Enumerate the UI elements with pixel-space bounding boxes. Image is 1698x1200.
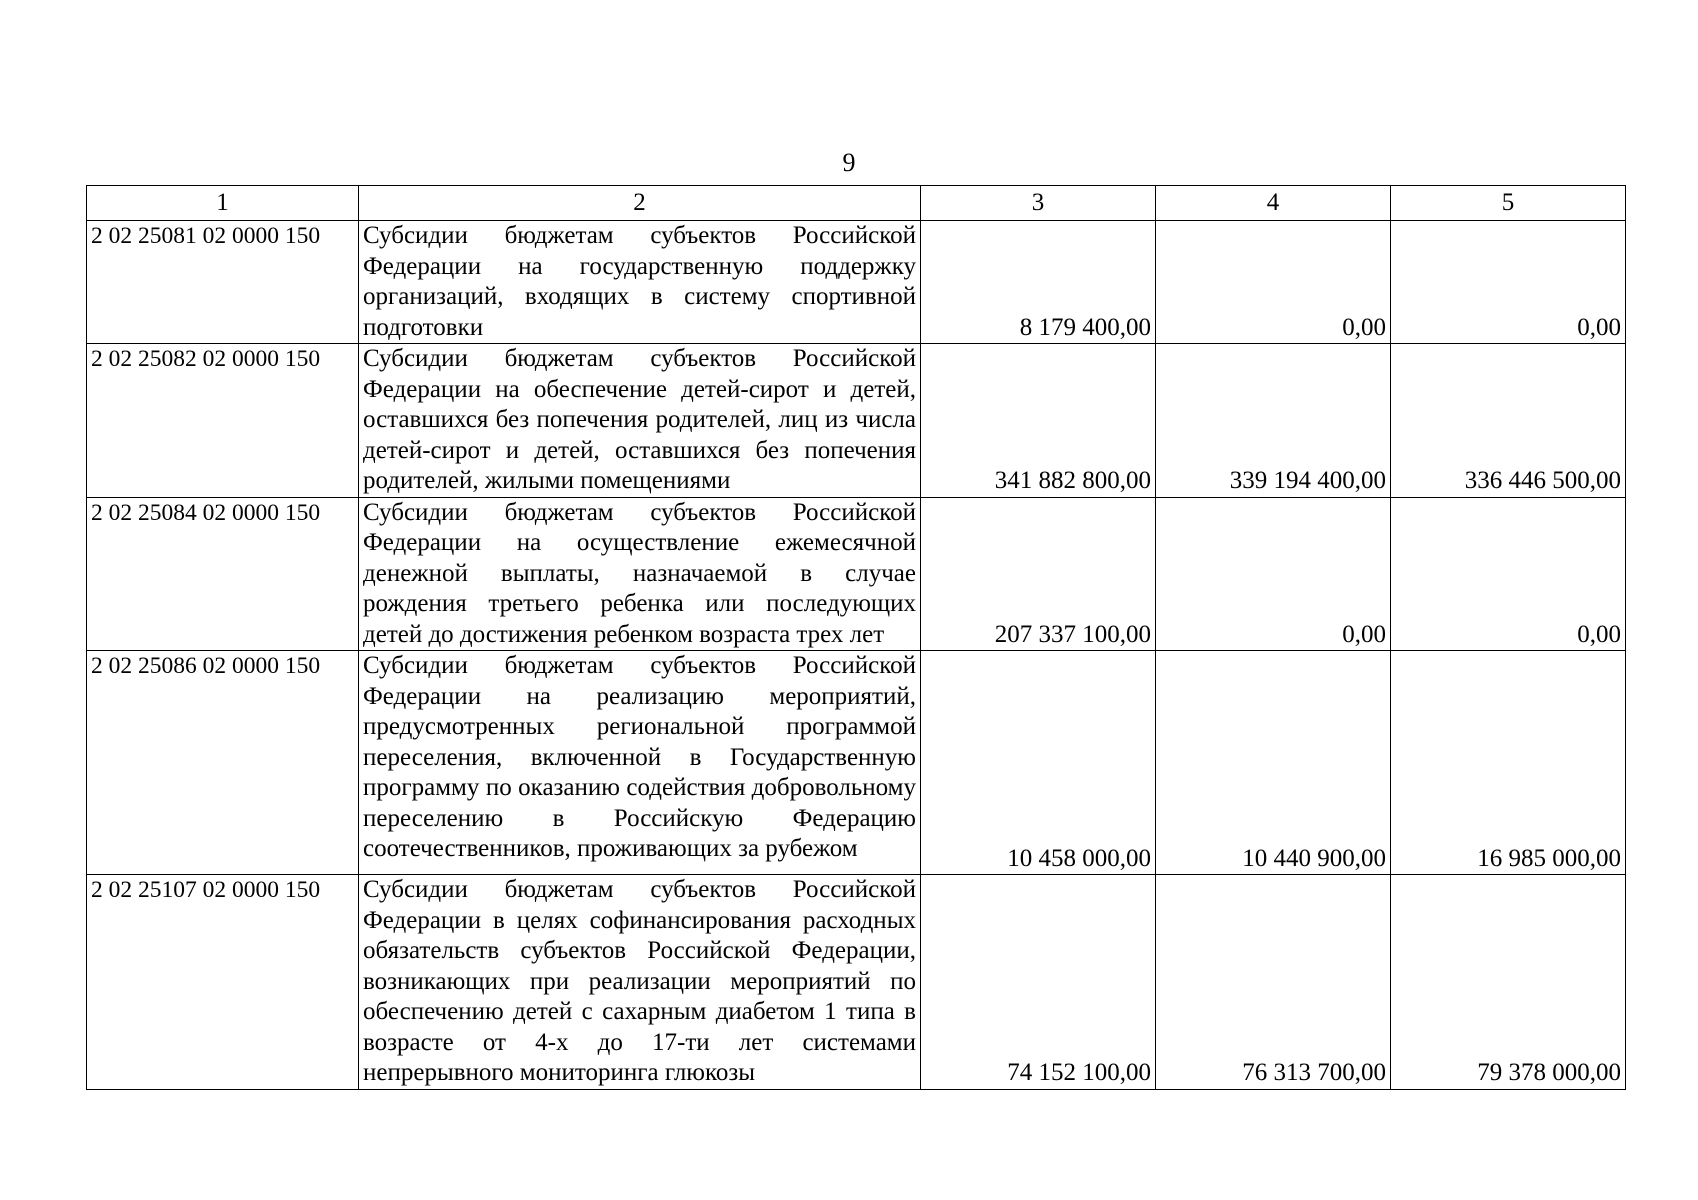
column-header-2: 2	[359, 186, 921, 221]
table-row	[87, 875, 1626, 1090]
amount-col3-cell: 74 152 100,00	[921, 875, 1156, 1090]
budget-code-cell: 2 02 25107 02 0000 150	[87, 875, 359, 1090]
budget-code-cell: 2 02 25082 02 0000 150	[87, 344, 359, 498]
page-number: 9	[842, 148, 856, 177]
amount-col4-cell: 0,00	[1156, 221, 1391, 344]
budget-code-cell: 2 02 25081 02 0000 150	[87, 221, 359, 344]
table-row	[87, 221, 1626, 344]
column-header-1: 1	[87, 186, 359, 221]
description-cell: Субсидии бюджетам субъектов Российской Федерации на обеспечение детей-сирот и детей, оставшихся без попечения родителей, лиц из числа детей-сирот и детей, оставшихся без попечения родителей, жилыми помещениями	[359, 344, 921, 498]
amount-col5-cell: 336 446 500,00	[1391, 344, 1626, 498]
amount-col5-cell: 0,00	[1391, 221, 1626, 344]
amount-col4-cell: 0,00	[1156, 497, 1391, 651]
description-cell: Субсидии бюджетам субъектов Российской Федерации на государственную поддержку организаций, входящих в систему спортивной подготовки	[359, 221, 921, 344]
amount-col3-cell: 8 179 400,00	[921, 221, 1156, 344]
description-cell: Субсидии бюджетам субъектов Российской Федерации в целях софинансирования расходных обязательств субъектов Российской Федерации, возникающих при реализации мероприятий по обеспечению детей с сахарным диабетом 1 типа в возрасте от 4-х до 17-ти лет системами непрерывного мониторинга глюкозы	[359, 875, 921, 1090]
amount-col5-cell: 0,00	[1391, 497, 1626, 651]
table-header-row	[87, 186, 1626, 221]
column-header-3: 3	[921, 186, 1156, 221]
amount-col4-cell: 339 194 400,00	[1156, 344, 1391, 498]
description-cell: Субсидии бюджетам субъектов Российской Федерации на осуществление ежемесячной денежной выплаты, назначаемой в случае рождения третьего ребенка или последующих детей до достижения ребенком возраста трех лет	[359, 497, 921, 651]
table-row	[87, 651, 1626, 875]
amount-col4-cell: 76 313 700,00	[1156, 875, 1391, 1090]
budget-code-cell: 2 02 25084 02 0000 150	[87, 497, 359, 651]
amount-col4-cell: 10 440 900,00	[1156, 651, 1391, 875]
budget-code-cell: 2 02 25086 02 0000 150	[87, 651, 359, 875]
table-row	[87, 497, 1626, 651]
amount-col5-cell: 16 985 000,00	[1391, 651, 1626, 875]
table-row	[87, 344, 1626, 498]
amount-col3-cell: 341 882 800,00	[921, 344, 1156, 498]
amount-col5-cell: 79 378 000,00	[1391, 875, 1626, 1090]
amount-col3-cell: 207 337 100,00	[921, 497, 1156, 651]
description-cell: Субсидии бюджетам субъектов Российской Федерации на реализацию мероприятий, предусмотренных региональной программой переселения, включенной в Государственную программу по оказанию содействия добровольному переселению в Российскую Федерацию соотечественников, проживающих за рубежом	[359, 651, 921, 875]
column-header-4: 4	[1156, 186, 1391, 221]
column-header-5: 5	[1391, 186, 1626, 221]
amount-col3-cell: 10 458 000,00	[921, 651, 1156, 875]
budget-table	[86, 185, 1626, 1090]
